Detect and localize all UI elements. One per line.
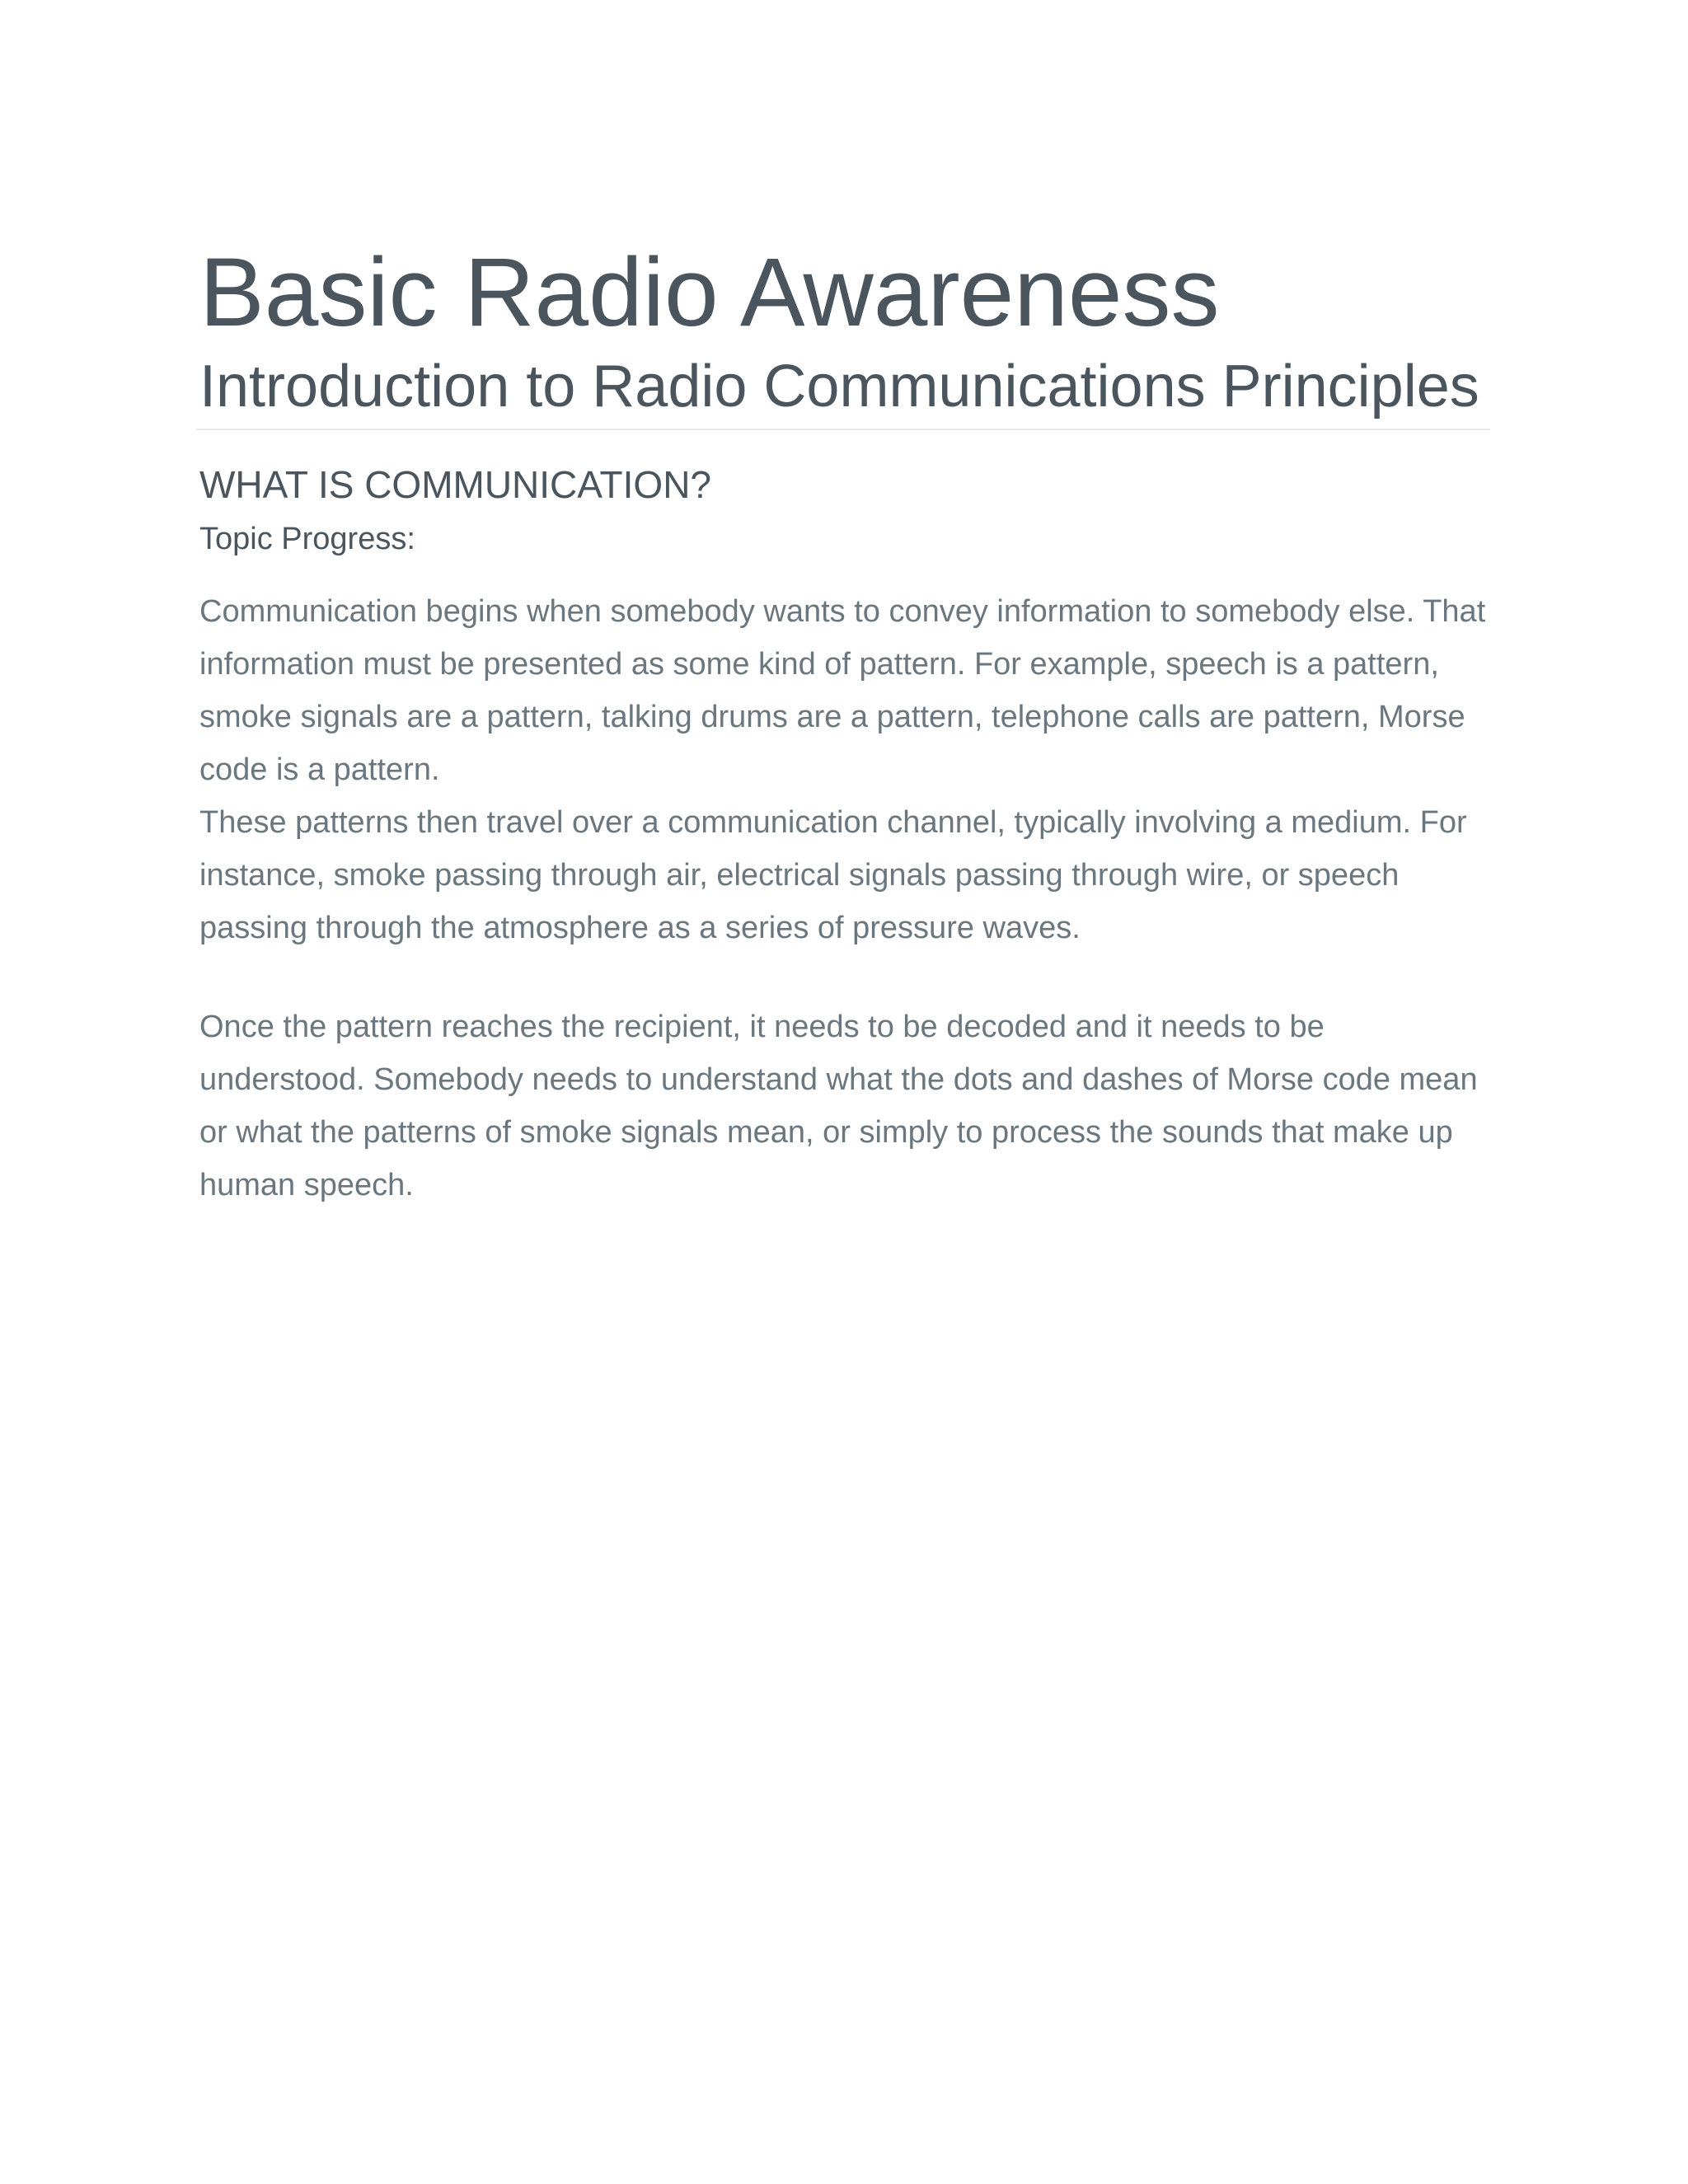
page-title: Basic Radio Awareness [199,238,1220,347]
paragraph-3: Once the pattern reaches the recipient, it needs to be decoded and it needs to be understood. Somebody needs to understand what the dots and dashes of Morse code mean or what the patterns of smoke signals mean, or simply to process the sounds that make up human speech. [199,1010,1478,1202]
page-subtitle: Introduction to Radio Communications Principles [199,354,1479,419]
paragraph-1: Communication begins when somebody wants to convey information to somebody else. That information must be presented as some kind of pattern. For example, speech is a pattern, smoke signals are a pattern, talking drums are a pattern, telephone calls are pattern, Morse code is a pattern. [199,594,1486,787]
section-title: WHAT IS COMMUNICATION? [199,463,711,506]
title-divider [196,429,1490,430]
document-page [199,239,1493,1212]
body-text [199,585,1493,1212]
topic-progress-label: Topic Progress: [199,522,415,556]
paragraph-2: These patterns then travel over a communication channel, typically involving a medium. For instance, smoke passing through air, electrical signals passing through wire, or speech passing through the atmosphere as a series of pressure waves. [199,805,1467,945]
